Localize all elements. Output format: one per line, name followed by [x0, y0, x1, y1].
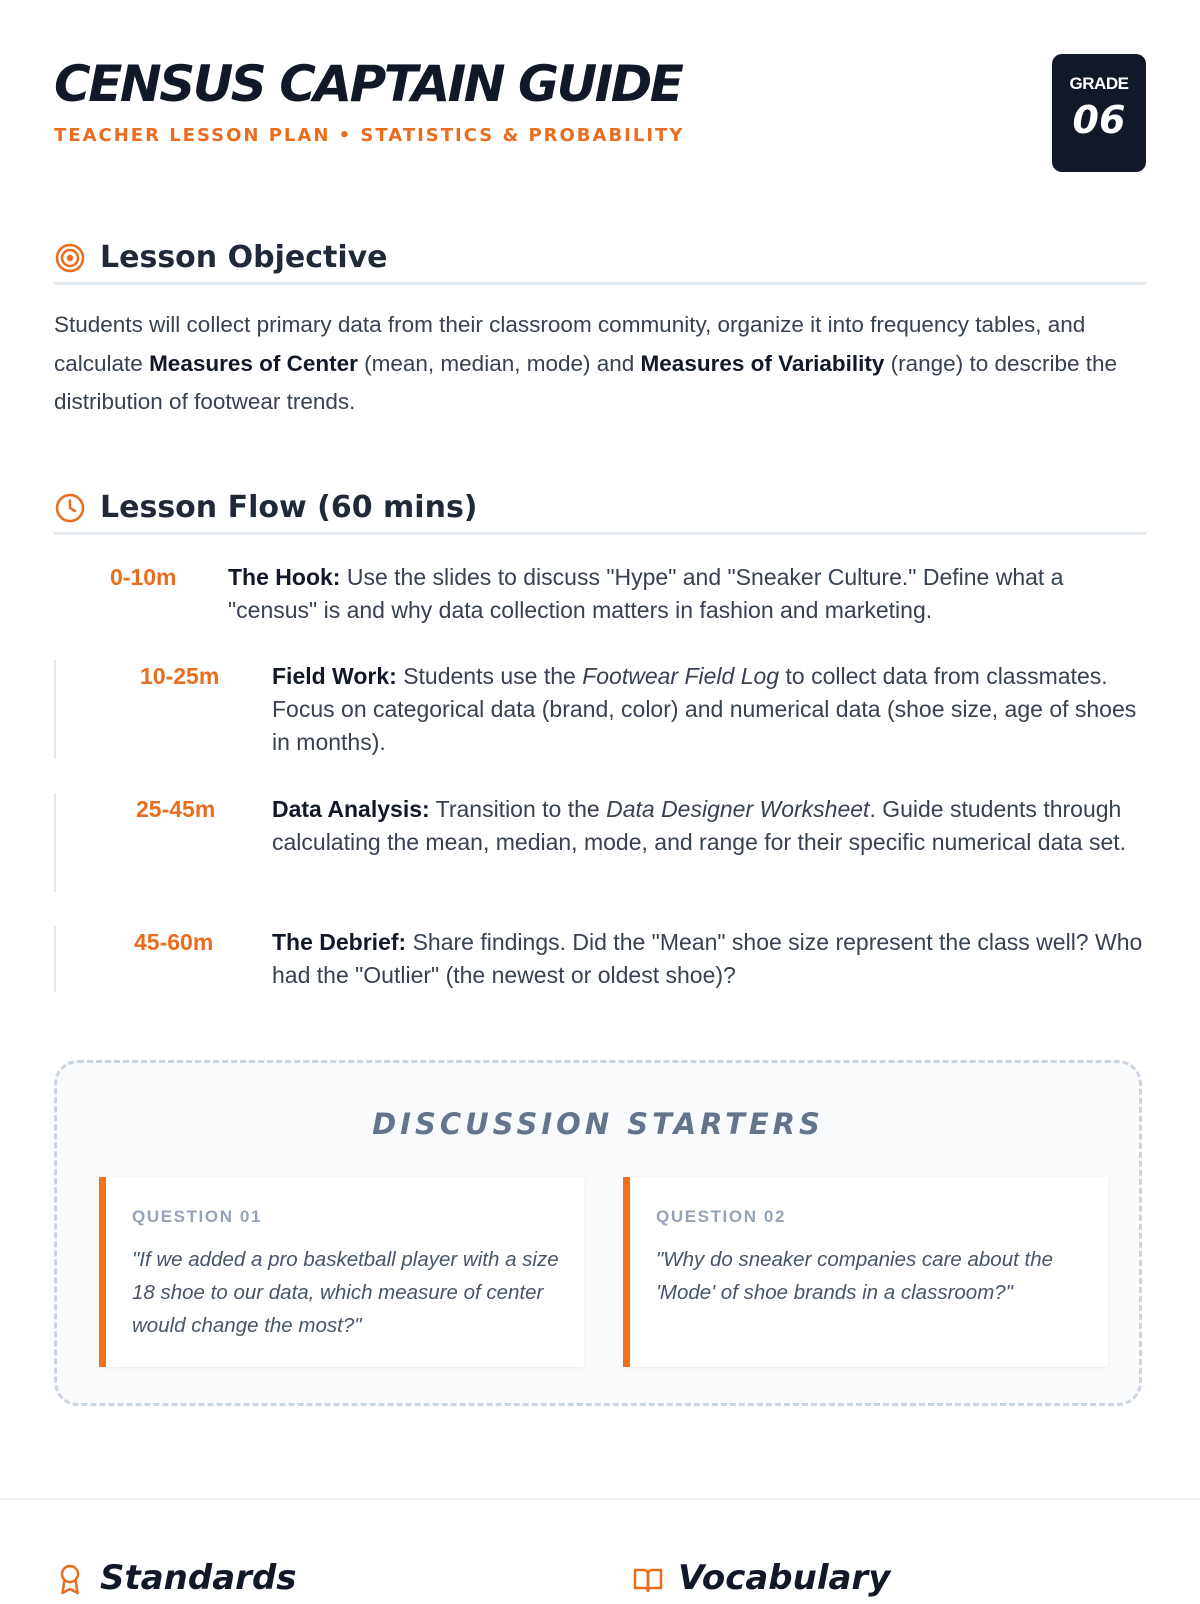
flow-text-part: Transition to the	[429, 796, 607, 822]
flow-section-header	[54, 484, 1146, 535]
flow-time: 0-10m	[110, 564, 177, 590]
flow-text-part: Students use the	[396, 663, 583, 689]
discussion-starters-box	[54, 1060, 1142, 1406]
data-designer-worksheet-title: Data Designer Worksheet	[606, 796, 870, 822]
measures-of-variability-term: Measures of Variability	[640, 350, 885, 376]
question-text: "If we added a pro basketball player with a size 18 shoe to our data, which measure of center would change the most?"	[132, 1248, 559, 1337]
objective-section-header	[54, 234, 1146, 285]
objective-text	[54, 306, 1144, 422]
footwear-field-log-title: Footwear Field Log	[582, 663, 780, 689]
page-subtitle: TEACHER LESSON PLAN • STATISTICS & PROBABILITY	[54, 125, 685, 146]
question-text: "Why do sneaker companies care about the 'Mode' of shoe brands in a classroom?"	[656, 1248, 1053, 1304]
flow-description	[272, 926, 1148, 992]
discussion-title: DISCUSSION STARTERS	[372, 1107, 824, 1141]
flow-text-part: Share findings. Did the "Mean" shoe size represent the class well? Who had the "Outlier" (the newest or oldest shoe)?	[272, 929, 1143, 988]
question-label: QUESTION 02	[656, 1207, 787, 1226]
section-divider	[0, 1498, 1200, 1500]
open-book-icon	[632, 1562, 664, 1596]
flow-step	[54, 926, 1148, 992]
flow-step-title: Data Analysis:	[272, 796, 430, 822]
vocabulary-heading: Vocabulary	[678, 1558, 891, 1598]
objective-heading: Lesson Objective	[100, 240, 388, 275]
grade-badge	[1052, 54, 1146, 172]
flow-step-title: The Hook:	[228, 564, 341, 590]
flow-time: 25-45m	[136, 796, 216, 822]
flow-step	[54, 660, 1148, 759]
flow-time: 45-60m	[134, 929, 214, 955]
standards-heading: Standards	[100, 1558, 297, 1598]
flow-step-title: Field Work:	[272, 663, 397, 689]
question-card	[623, 1177, 1108, 1367]
flow-step	[54, 561, 1146, 627]
flow-step	[54, 793, 1148, 892]
page-title: CENSUS CAPTAIN GUIDE	[54, 55, 682, 113]
objective-text-part: (mean, median, mode) and	[357, 350, 641, 376]
question-card	[99, 1177, 584, 1367]
flow-description	[272, 660, 1148, 759]
flow-description	[228, 561, 1146, 627]
page-header	[54, 52, 1146, 182]
flow-step-title: The Debrief:	[272, 929, 407, 955]
objective-text-part: Students will collect primary data from their classroom community, organize it into frequency tables, and calculate	[54, 312, 1086, 376]
flow-text-part: to collect data from classmates. Focus on categorical data (brand, color) and numerical data (shoe size, age of shoes in months).	[272, 663, 1137, 755]
grade-value: 06	[1072, 98, 1126, 142]
award-ribbon-icon	[54, 1562, 86, 1596]
flow-description	[272, 793, 1148, 859]
measures-of-center-term: Measures of Center	[149, 350, 358, 376]
flow-text-part: Use the slides to discuss "Hype" and "Sneaker Culture." Define what a "census" is and why data collection matters in fashion and marketing.	[228, 564, 1064, 623]
flow-time: 10-25m	[140, 663, 220, 689]
flow-text-part: . Guide students through calculating the mean, median, mode, and range for their specific numerical data set.	[272, 796, 1127, 855]
clock-icon	[54, 492, 86, 524]
flow-heading: Lesson Flow (60 mins)	[100, 490, 478, 525]
grade-label: GRADE	[1069, 74, 1129, 93]
target-icon	[54, 242, 86, 274]
question-label: QUESTION 01	[132, 1207, 263, 1226]
objective-text-part: (range) to describe the distribution of footwear trends.	[54, 350, 1118, 414]
